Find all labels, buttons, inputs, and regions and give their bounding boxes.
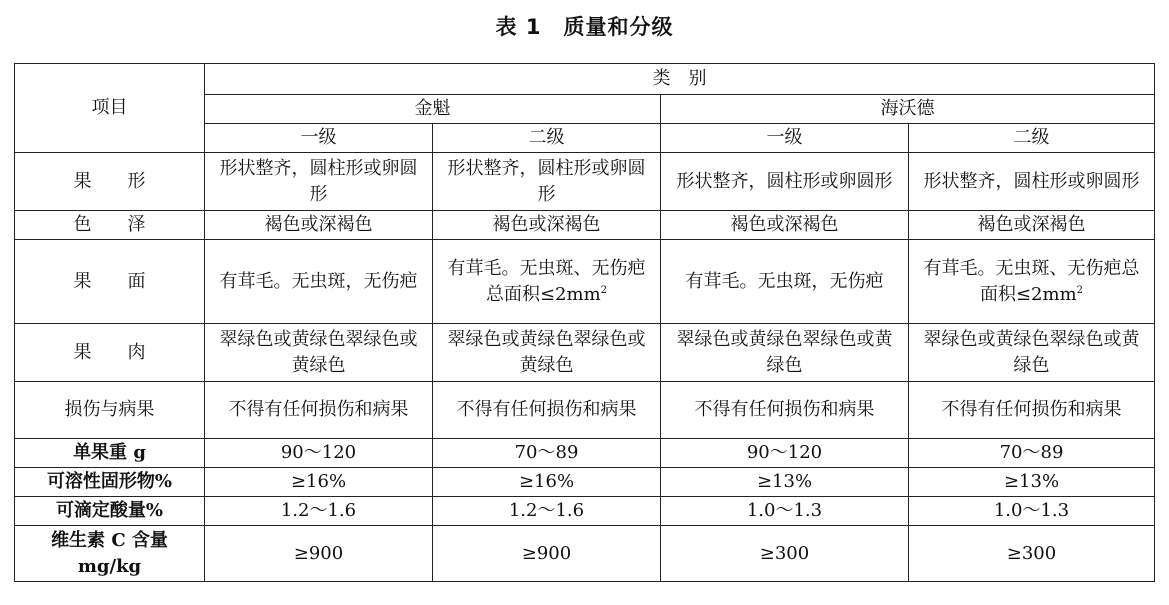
- table-cell: 不得有任何损伤和病果: [909, 382, 1155, 439]
- row-label: 可滴定酸量%: [15, 497, 205, 526]
- header-row-category: [15, 64, 1155, 95]
- table-cell: ≥13%: [909, 468, 1155, 497]
- table-cell: ≥900: [433, 526, 661, 582]
- table-cell: 翠绿色或黄绿色翠绿色或黄绿色: [661, 324, 909, 382]
- header-grade: 一级: [661, 124, 909, 153]
- table-cell: 形状整齐，圆柱形或卵圆形: [433, 153, 661, 211]
- header-variety-hayward: 海沃德: [661, 95, 1155, 124]
- table-cell: [433, 240, 661, 324]
- table-cell: 1.2～1.6: [205, 497, 433, 526]
- row-label: 可溶性固形物%: [15, 468, 205, 497]
- table-row: [15, 324, 1155, 382]
- table-row: [15, 497, 1155, 526]
- table-cell: ≥900: [205, 526, 433, 582]
- table-cell: 90～120: [661, 439, 909, 468]
- row-label: 损伤与病果: [15, 382, 205, 439]
- table-cell: 不得有任何损伤和病果: [661, 382, 909, 439]
- header-grade: 二级: [433, 124, 661, 153]
- table-cell: 褐色或深褐色: [433, 211, 661, 240]
- table-cell: 1.0～1.3: [909, 497, 1155, 526]
- table-cell: 有茸毛。无虫斑，无伤疤: [661, 240, 909, 324]
- header-variety-jinkui: 金魁: [205, 95, 661, 124]
- table-cell: 翠绿色或黄绿色翠绿色或黄绿色: [205, 324, 433, 382]
- table-cell: 1.0～1.3: [661, 497, 909, 526]
- table-cell: 褐色或深褐色: [661, 211, 909, 240]
- table-cell: 翠绿色或黄绿色翠绿色或黄绿色: [909, 324, 1155, 382]
- table-cell: [909, 240, 1155, 324]
- table-cell: 褐色或深褐色: [909, 211, 1155, 240]
- table-row: [15, 526, 1155, 582]
- cell-text: 有茸毛。无虫斑、无伤疤总面积≤2mm: [447, 257, 646, 305]
- table-row: [15, 240, 1155, 324]
- table-cell: 70～89: [909, 439, 1155, 468]
- header-grade: 二级: [909, 124, 1155, 153]
- table-cell: 不得有任何损伤和病果: [205, 382, 433, 439]
- table-cell: 翠绿色或黄绿色翠绿色或黄绿色: [433, 324, 661, 382]
- table-row: [15, 211, 1155, 240]
- table-row: [15, 439, 1155, 468]
- row-label: 果 面: [15, 240, 205, 324]
- table-cell: 形状整齐，圆柱形或卵圆形: [205, 153, 433, 211]
- table-cell: ≥16%: [433, 468, 661, 497]
- table-cell: 形状整齐，圆柱形或卵圆形: [909, 153, 1155, 211]
- header-category: 类 别: [205, 64, 1155, 95]
- superscript-two: 2: [1076, 284, 1084, 296]
- row-label: 果 肉: [15, 324, 205, 382]
- cell-text: 有茸毛。无虫斑、无伤疤总面积≤2mm: [923, 257, 1140, 305]
- table-title: 表 1 质量和分级: [495, 15, 674, 39]
- table-row: [15, 382, 1155, 439]
- table-cell: ≥13%: [661, 468, 909, 497]
- row-label: 维生素 C 含量mg/kg: [15, 526, 205, 582]
- table-cell: 形状整齐，圆柱形或卵圆形: [661, 153, 909, 211]
- row-label: 单果重 g: [15, 439, 205, 468]
- table-cell: 90～120: [205, 439, 433, 468]
- row-label: 色 泽: [15, 211, 205, 240]
- table-cell: 70～89: [433, 439, 661, 468]
- table-cell: 褐色或深褐色: [205, 211, 433, 240]
- table-cell: ≥300: [661, 526, 909, 582]
- table-cell: 1.2～1.6: [433, 497, 661, 526]
- header-item: 项目: [15, 64, 205, 153]
- table-row: [15, 153, 1155, 211]
- row-label: 果 形: [15, 153, 205, 211]
- table-row: [15, 468, 1155, 497]
- table-cell: 有茸毛。无虫斑，无伤疤: [205, 240, 433, 324]
- quality-grade-table: [14, 63, 1155, 582]
- table-cell: ≥300: [909, 526, 1155, 582]
- header-grade: 一级: [205, 124, 433, 153]
- table-cell: ≥16%: [205, 468, 433, 497]
- table-cell: 不得有任何损伤和病果: [433, 382, 661, 439]
- superscript-two: 2: [600, 284, 608, 296]
